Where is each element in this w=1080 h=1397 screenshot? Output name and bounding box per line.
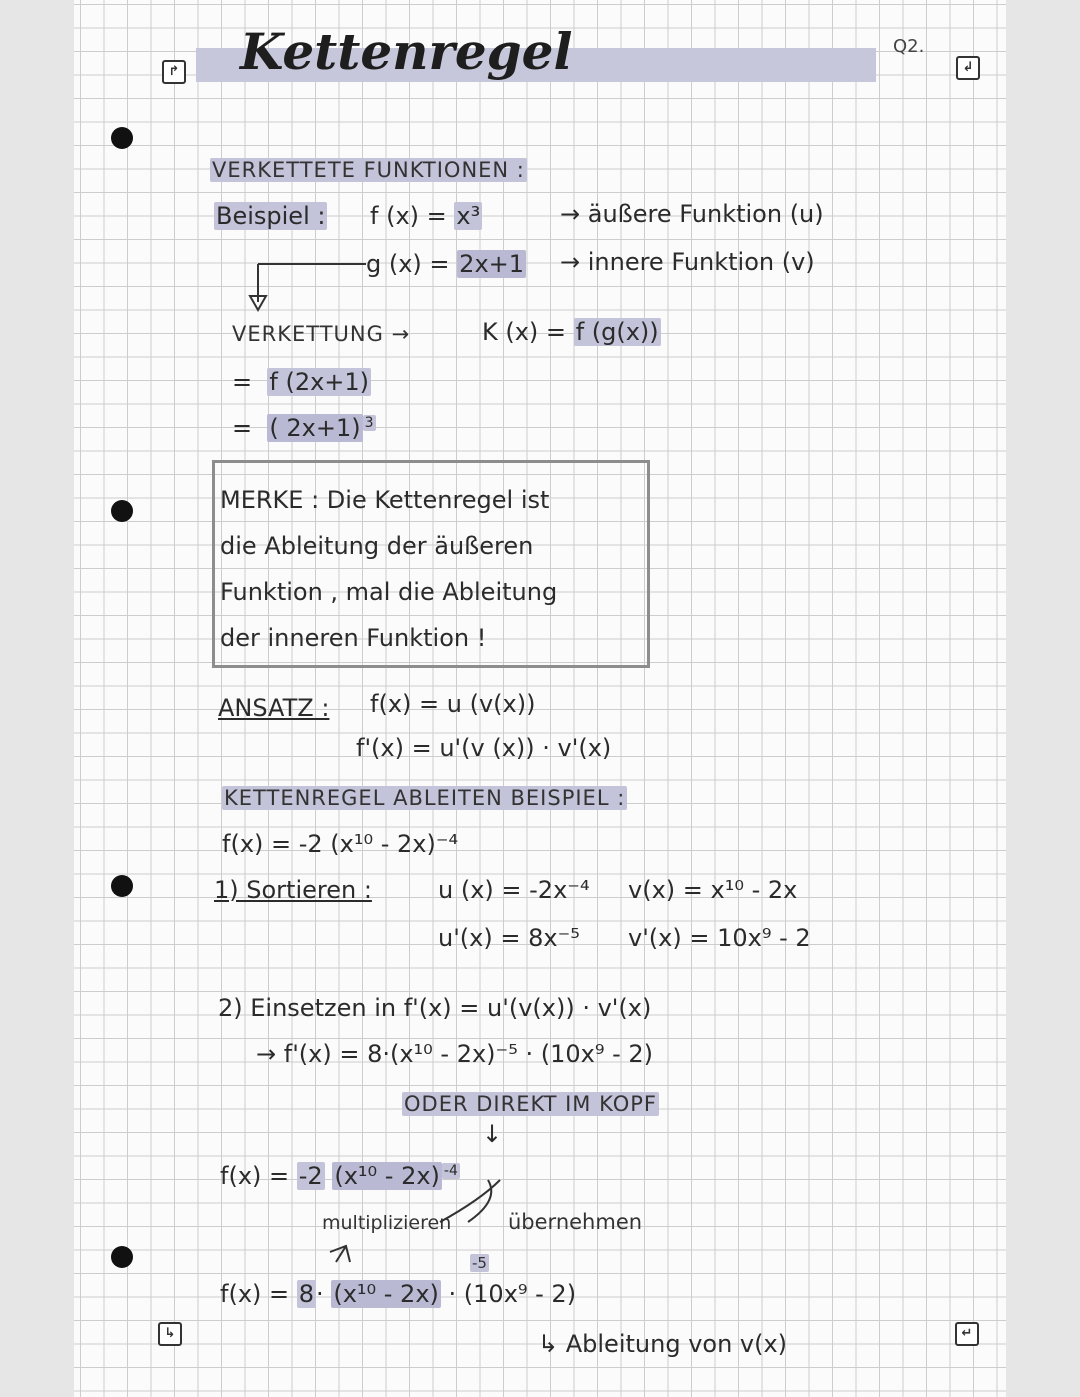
multiplizieren-label: multiplizieren <box>322 1212 452 1234</box>
direct-fprime-dot: · <box>316 1280 324 1308</box>
f-expr-prefix: f (x) = <box>370 202 447 230</box>
oder-direkt <box>402 1092 659 1116</box>
direct-fprime-prefix: f(x) = <box>220 1280 290 1308</box>
corner-marker-top-right: ↲ <box>956 56 980 80</box>
merke-line1: MERKE : Die Kettenregel ist <box>220 486 550 514</box>
f-note: → äußere Funktion (u) <box>560 200 824 228</box>
ansatz-line2: f'(x) = u'(v (x)) · v'(x) <box>356 734 612 762</box>
corner-marker-bottom-left: ↳ <box>158 1322 182 1346</box>
verkettung-expression <box>482 318 661 346</box>
step1-label: 1) Sortieren : <box>214 876 372 904</box>
ansatz-line1: f(x) = u (v(x)) <box>370 690 536 718</box>
step2-einsetzen: 2) Einsetzen in f'(x) = u'(v(x)) · v'(x) <box>218 994 652 1022</box>
verkettung-arrow <box>250 264 366 310</box>
beispiel2-heading-text: KETTENREGEL ABLEITEN BEISPIEL : <box>224 786 626 810</box>
uebernehmen-label: übernehmen <box>508 1210 643 1234</box>
g-expr-prefix: g (x) = <box>366 250 450 278</box>
step2-exponent: 3 <box>364 415 374 431</box>
g-note: → innere Funktion (v) <box>560 248 815 276</box>
step1-highlight: f (2x+1) <box>269 368 370 396</box>
direct-f-coef: -2 <box>298 1162 323 1190</box>
uebernehmen-curve <box>468 1180 491 1222</box>
page-label: Q2. <box>893 36 925 57</box>
ansatz-label: ANSATZ : <box>218 694 330 722</box>
verkettung-label: VERKETTUNG → <box>232 322 411 346</box>
heading-text: VERKETTETE FUNKTIONEN : <box>212 158 525 182</box>
step1 <box>232 368 371 396</box>
direct-fprime <box>220 1280 576 1308</box>
direct-f-inner: (x¹⁰ - 2x) <box>334 1162 440 1190</box>
direct-f-prefix: f(x) = <box>220 1162 290 1190</box>
new-exponent <box>470 1254 489 1272</box>
direct-fprime-tail: · (10x⁹ - 2) <box>448 1280 577 1308</box>
step2-highlight: ( 2x+1) <box>269 414 361 442</box>
new-exponent-text: -5 <box>472 1254 487 1272</box>
merke-line2: die Ableitung der äußeren <box>220 532 534 560</box>
direct-fprime-inner: (x¹⁰ - 2x) <box>333 1280 439 1308</box>
result-line: → f'(x) = 8·(x¹⁰ - 2x)⁻⁵ · (10x⁹ - 2) <box>256 1040 653 1068</box>
corner-marker-top-left: ↱ <box>162 60 186 84</box>
step2-eq: = <box>232 414 253 442</box>
oder-direkt-text: ODER DIREKT IM KOPF <box>404 1092 657 1116</box>
beispiel2-fx: f(x) = -2 (x¹⁰ - 2x)⁻⁴ <box>222 830 459 858</box>
down-arrow-left <box>330 1246 350 1262</box>
beispiel2-heading <box>222 786 627 810</box>
down-arrow: ↓ <box>482 1120 503 1148</box>
direct-f <box>220 1162 460 1190</box>
direct-f-exponent: -4 <box>443 1163 458 1179</box>
merke-line3: Funktion , mal die Ableitung <box>220 578 558 606</box>
v-expression: v(x) = x¹⁰ - 2x <box>628 876 798 904</box>
k-prefix: K (x) = <box>482 318 567 346</box>
page-title: Kettenregel <box>240 22 573 81</box>
corner-marker-bottom-right: ↵ <box>955 1322 979 1346</box>
beispiel-label-text: Beispiel : <box>216 202 326 230</box>
f-expr-highlight: x³ <box>456 202 481 230</box>
g-expr-highlight: 2x+1 <box>459 250 525 278</box>
step1-eq: = <box>232 368 253 396</box>
ableitung-note: ↳ Ableitung von v(x) <box>538 1330 788 1358</box>
v-prime-expression: v'(x) = 10x⁹ - 2 <box>628 924 811 952</box>
merke-line4: der inneren Funktion ! <box>220 624 487 652</box>
k-highlight: f (g(x)) <box>575 318 659 346</box>
u-expression: u (x) = -2x⁻⁴ <box>438 876 590 904</box>
step2 <box>232 414 376 442</box>
u-prime-expression: u'(x) = 8x⁻⁵ <box>438 924 580 952</box>
direct-fprime-coef: 8 <box>298 1280 315 1308</box>
